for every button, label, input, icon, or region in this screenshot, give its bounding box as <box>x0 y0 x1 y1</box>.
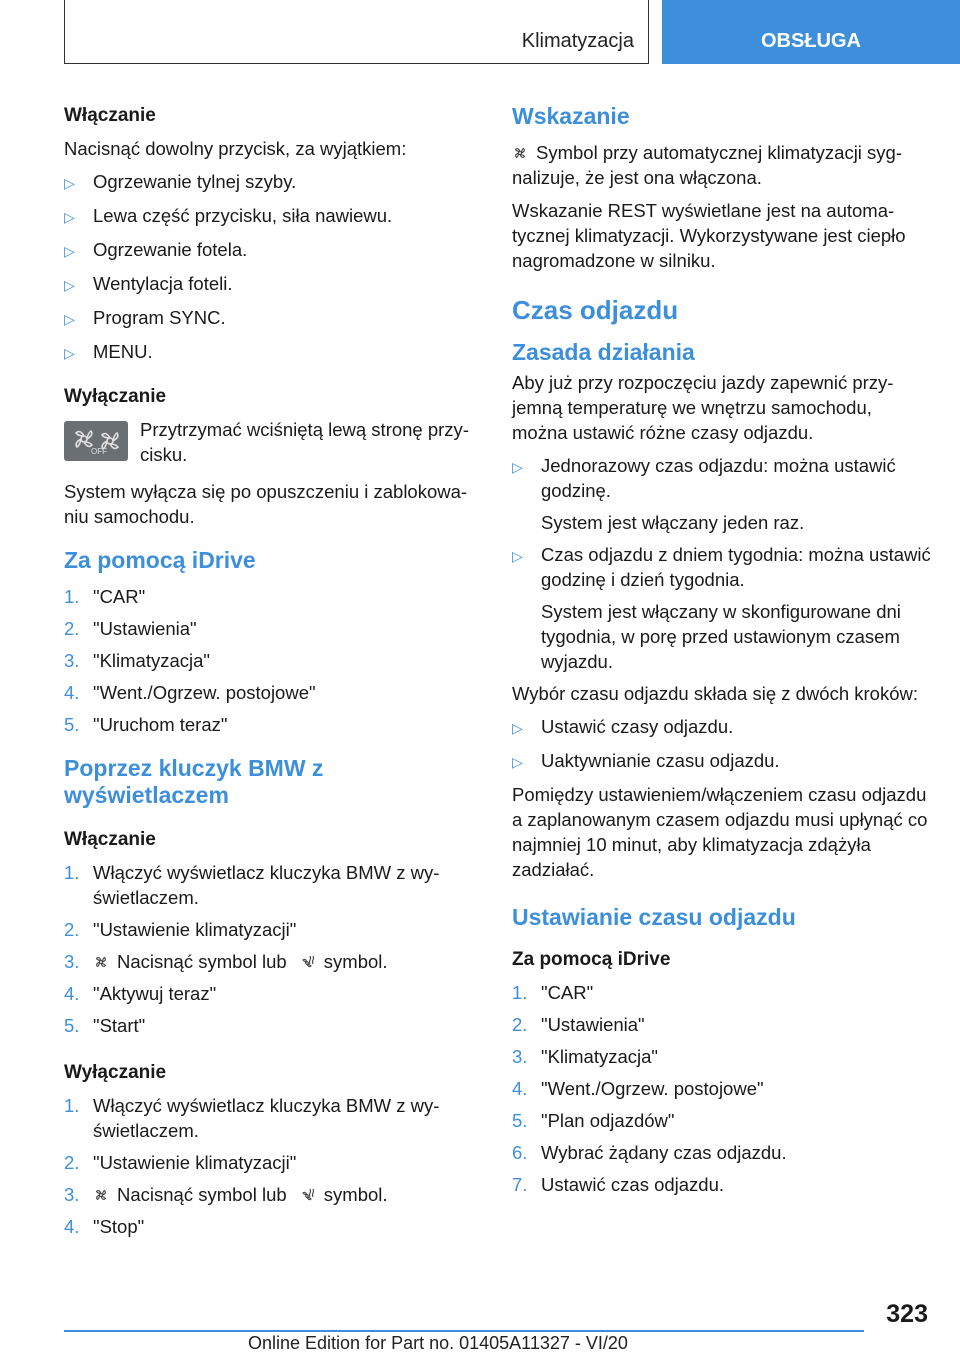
key-on-heading: Włączanie <box>64 829 156 850</box>
triangle-bullet-icon: ▷ <box>64 209 75 225</box>
list-item: ▷ Jednorazowy czas odjazdu: można ustawić godzinę. <box>512 455 896 501</box>
triangle-bullet-icon: ▷ <box>64 243 75 259</box>
heating-icon <box>300 954 316 970</box>
switch-on-heading: Włączanie <box>64 105 156 126</box>
triangle-bullet-icon: ▷ <box>512 548 523 564</box>
list-item: 2. "Ustawienie klimatyzacji" <box>64 919 297 940</box>
principle-heading: Zasada działania <box>512 339 695 365</box>
list-item: 3. "Klimatyzacja" <box>64 650 210 671</box>
key-heading: Poprzez kluczyk BMW z wyświetlaczem <box>64 755 324 808</box>
departure-heading: Czas odjazdu <box>512 295 679 325</box>
left-column <box>64 103 484 1246</box>
list-item: 7. Ustawić czas odjazdu. <box>512 1174 725 1195</box>
list-item-note: System jest włączany jeden raz. <box>541 512 805 533</box>
section-title: Klimatyzacja <box>521 30 634 52</box>
steps-text: Wybór czasu odjazdu składa się z dwóch kroków: <box>512 683 918 704</box>
list-item: 4. "Stop" <box>64 1216 145 1237</box>
idrive-steps <box>64 584 484 737</box>
list-item: 1. "CAR" <box>512 982 594 1003</box>
principle-text: Aby już przy rozpoczęciu jazdy zapewnić przyjemną temperaturę we wnętrzu samochodu, można ustawić różne czasy odjazdu. <box>512 372 894 443</box>
rest-text: Wskazanie REST wyświetlane jest na automatycznej klimatyzacji. Wykorzystywane jest ciepło nagromadzone w silniku. <box>512 200 906 271</box>
set-idrive-heading: Za pomocą iDrive <box>512 949 671 970</box>
indicator-heading: Wskazanie <box>512 103 630 129</box>
list-item: ▷ MENU. <box>64 339 484 366</box>
triangle-bullet-icon: ▷ <box>64 175 75 191</box>
header-box <box>64 0 649 64</box>
heating-icon <box>300 1187 316 1203</box>
triangle-bullet-icon: ▷ <box>512 754 523 770</box>
list-item: 5. "Plan odjazdów" <box>512 1110 675 1131</box>
off-button-icon <box>64 421 128 461</box>
list-item-note: System jest włączany w skonfigurowane dni tygodnia, w porę przed ustawionym czasem wyjazdu. <box>541 601 901 672</box>
triangle-bullet-icon: ▷ <box>64 345 75 361</box>
exceptions-list <box>64 169 484 366</box>
list-item: 5. "Uruchom teraz" <box>64 714 228 735</box>
key-off-heading: Wyłączanie <box>64 1062 167 1083</box>
list-item: 2. "Ustawienie klimatyzacji" <box>64 1152 297 1173</box>
switch-off-text: Przytrzymać wciśniętą lewą stronę przycisku. <box>140 419 469 465</box>
right-column <box>512 103 932 1204</box>
ventilation-icon <box>93 1187 109 1203</box>
list-item: 1. Włączyć wyświetlacz kluczyka BMW z wyświetlaczem. <box>64 1095 440 1141</box>
list-item: 4. "Aktywuj teraz" <box>64 983 217 1004</box>
svg-text:OFF: OFF <box>91 447 107 456</box>
list-item: 6. Wybrać żądany czas odjazdu. <box>512 1142 787 1163</box>
auto-off-text: System wyłącza się po opuszczeniu i zablokowaniu samochodu. <box>64 481 468 527</box>
idrive-heading: Za pomocą iDrive <box>64 547 256 573</box>
triangle-bullet-icon: ▷ <box>64 311 75 327</box>
list-item: ▷ Czas odjazdu z dniem tygodnia: można ustawić godzinę i dzień tygodnia. <box>512 544 931 590</box>
list-item: ▷ Uaktywnianie czasu odjazdu. <box>512 748 932 775</box>
list-item: 3. Nacisnąć symbol lub symbol. <box>64 951 388 972</box>
list-item: 5. "Start" <box>64 1015 146 1036</box>
triangle-bullet-icon: ▷ <box>512 720 523 736</box>
list-item: 4. "Went./Ogrzew. postojowe" <box>512 1078 764 1099</box>
list-item: ▷ Program SYNC. <box>64 305 484 332</box>
list-item: 4. "Went./Ogrzew. postojowe" <box>64 682 316 703</box>
gap-text: Pomiędzy ustawieniem/włączeniem czasu odjazdu a zaplanowanym czasem odjazdu musi upłynąć co najmniej 10 minut, aby klimatyzacja zdążyła zadziałać. <box>512 784 928 880</box>
footer-edition: Online Edition for Part no. 01405A11327 - VI/20 <box>248 1333 628 1353</box>
chapter-tab: OBSŁUGA <box>662 0 960 64</box>
list-item: ▷ Wentylacja foteli. <box>64 271 484 298</box>
list-item: ▷ Ogrzewanie fotela. <box>64 237 484 264</box>
list-item: ▷ Lewa część przycisku, siła nawiewu. <box>64 203 484 230</box>
indicator-text: Symbol przy automatycznej klimatyzacji sygnalizuje, że jest ona włączona. <box>512 142 903 188</box>
footer-rule <box>64 1330 864 1332</box>
list-item: 3. "Klimatyzacja" <box>512 1046 658 1067</box>
page-number: 323 <box>886 1300 928 1328</box>
switch-on-text: Nacisnąć dowolny przycisk, za wyjątkiem: <box>64 138 407 159</box>
set-steps <box>512 980 932 1197</box>
list-item: ▷ Ogrzewanie tylnej szyby. <box>64 169 484 196</box>
triangle-bullet-icon: ▷ <box>64 277 75 293</box>
list-item: 1. "CAR" <box>64 586 146 607</box>
ventilation-icon <box>512 145 528 161</box>
list-item: 1. Włączyć wyświetlacz kluczyka BMW z wyświetlaczem. <box>64 862 440 908</box>
ventilation-icon <box>93 954 109 970</box>
list-item: 2. "Ustawienia" <box>64 618 197 639</box>
triangle-bullet-icon: ▷ <box>512 459 523 475</box>
switch-off-row <box>64 417 484 467</box>
switch-off-heading: Wyłączanie <box>64 386 167 407</box>
list-item: ▷ Ustawić czasy odjazdu. <box>512 714 932 741</box>
list-item: 3. Nacisnąć symbol lub symbol. <box>64 1184 388 1205</box>
list-item: 2. "Ustawienia" <box>512 1014 645 1035</box>
set-departure-heading: Ustawianie czasu odjazdu <box>512 904 796 930</box>
